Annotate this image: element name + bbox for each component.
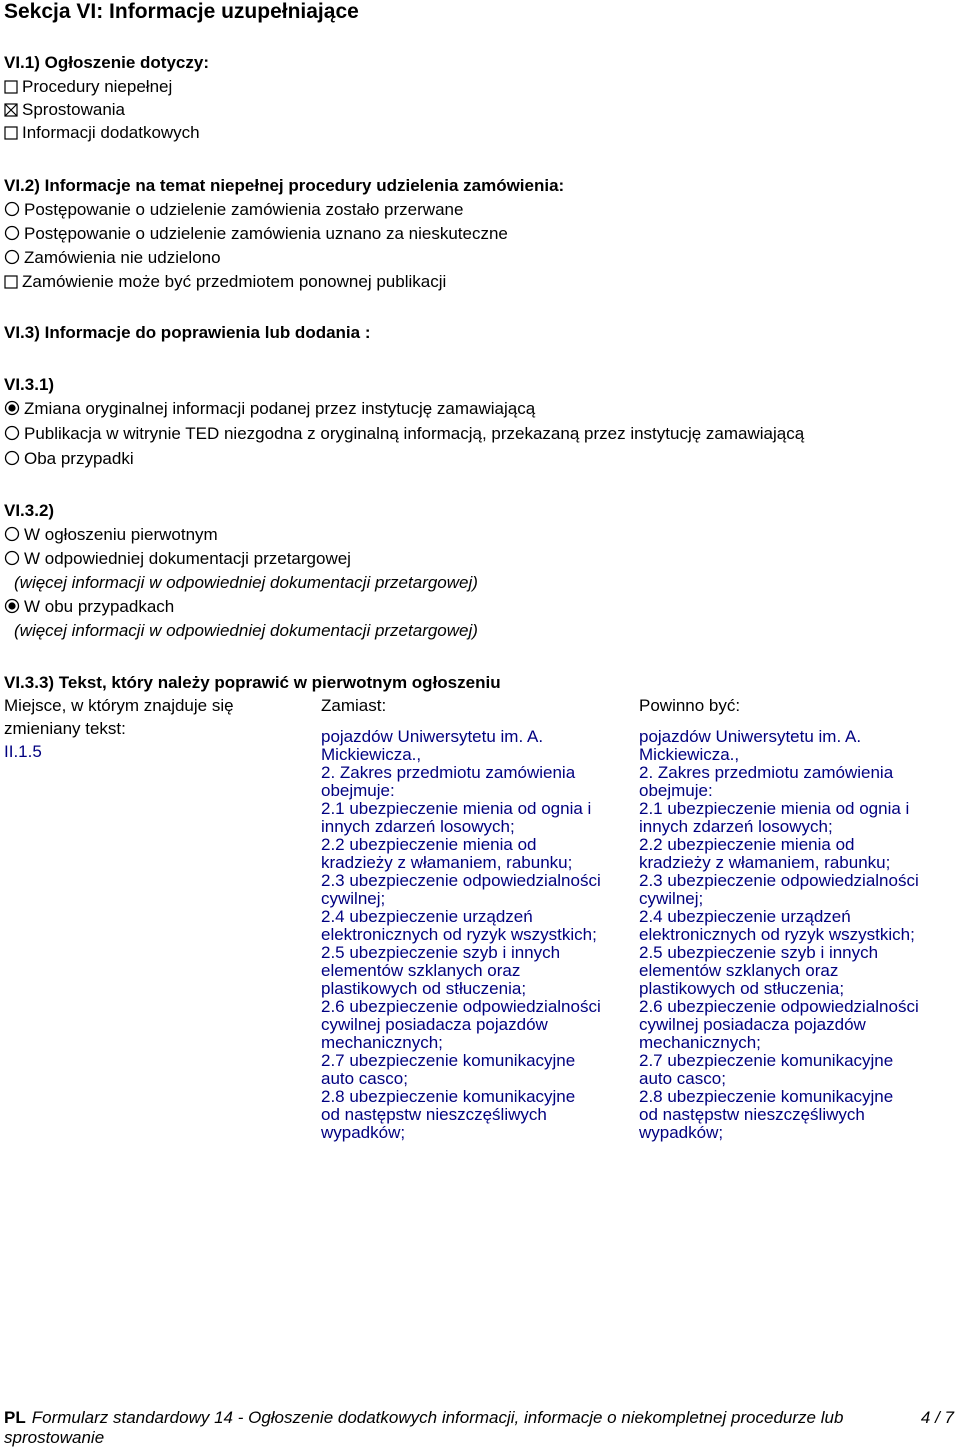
- footer-text: Formularz standardowy 14 - Ogłoszenie dodatkowych informacji, informacje o niekompletnej procedurze lub sprostowanie: [4, 1408, 844, 1447]
- vi32-heading: VI.3.2): [4, 501, 55, 520]
- text-line: 2.7 ubezpieczenie komunikacyjne: [639, 1051, 894, 1070]
- text-line: elektronicznych od ryzyk wszystkich;: [639, 925, 915, 944]
- text-line: 2.4 ubezpieczenie urządzeń: [321, 907, 533, 926]
- location-value: II.1.5: [4, 742, 42, 761]
- text-line: wypadków;: [639, 1123, 724, 1142]
- vi31-option-oba[interactable]: Oba przypadki: [4, 448, 134, 470]
- radio-icon: [4, 201, 20, 217]
- text-line: 2.5 ubezpieczenie szyb i innych: [321, 943, 561, 962]
- vi32-option-dokumentacja[interactable]: W odpowiedniej dokumentacji przetargowej: [4, 548, 351, 570]
- text-line: 2.8 ubezpieczenie komunikacyjne: [639, 1087, 894, 1106]
- radio-icon: [4, 425, 20, 441]
- text-line: pojazdów Uniwersytetu im. A.: [639, 727, 862, 746]
- text-line: 2.2 ubezpieczenie mienia od: [639, 835, 855, 854]
- should-be-text: [639, 728, 919, 1142]
- vi32-note-oba: (więcej informacji w odpowiedniej dokumentacji przetargowej): [14, 621, 478, 640]
- vi31-option-zmiana[interactable]: Zmiana oryginalnej informacji podanej przez instytucję zamawiającą: [4, 398, 535, 420]
- vi1-option-informacji[interactable]: Informacji dodatkowych: [4, 122, 200, 144]
- text-line: od następstw nieszczęśliwych: [639, 1105, 865, 1124]
- text-line: pojazdów Uniwersytetu im. A.: [321, 727, 544, 746]
- vi32-option-oba[interactable]: W obu przypadkach: [4, 596, 174, 618]
- vi31-option-publikacja-ted[interactable]: Publikacja w witrynie TED niezgodna z oryginalną informacją, przekazaną przez instytucję zamawiającą: [4, 423, 804, 445]
- text-line: 2.1 ubezpieczenie mienia od ognia i: [321, 799, 592, 818]
- radio-icon: [4, 225, 20, 241]
- vi2-heading: VI.2) Informacje na temat niepełnej procedury udzielenia zamówienia:: [4, 176, 565, 195]
- radio-icon: [4, 450, 20, 466]
- vi31-heading: VI.3.1): [4, 375, 55, 394]
- radio-selected-icon: [4, 598, 20, 614]
- text-line: 2.6 ubezpieczenie odpowiedzialności: [639, 997, 919, 1016]
- text-line: wypadków;: [321, 1123, 406, 1142]
- text-line: obejmuje:: [639, 781, 713, 800]
- checkbox-icon: [4, 80, 18, 94]
- text-line: kradzieży z włamaniem, rabunku;: [639, 853, 891, 872]
- text-line: mechanicznych;: [639, 1033, 761, 1052]
- text-line: elektronicznych od ryzyk wszystkich;: [321, 925, 597, 944]
- text-line: cywilnej;: [321, 889, 386, 908]
- radio-icon: [4, 249, 20, 265]
- location-label: Miejsce, w którym znajduje się zmieniany tekst:: [4, 696, 234, 738]
- checkbox-crossed-icon: [4, 103, 18, 117]
- text-line: 2.1 ubezpieczenie mienia od ognia i: [639, 799, 910, 818]
- text-line: 2. Zakres przedmiotu zamówienia: [321, 763, 576, 782]
- text-line: plastikowych od stłuczenia;: [321, 979, 527, 998]
- text-line: auto casco;: [321, 1069, 408, 1088]
- text-line: cywilnej;: [639, 889, 704, 908]
- text-line: innych zdarzeń losowych;: [321, 817, 515, 836]
- text-line: plastikowych od stłuczenia;: [639, 979, 845, 998]
- should-be-label: Powinno być:: [639, 696, 741, 715]
- checkbox-icon: [4, 275, 18, 289]
- vi3-heading: VI.3) Informacje do poprawienia lub dodania :: [4, 323, 371, 342]
- instead-label: Zamiast:: [321, 696, 387, 715]
- text-line: innych zdarzeń losowych;: [639, 817, 833, 836]
- text-line: mechanicznych;: [321, 1033, 443, 1052]
- instead-text: [321, 728, 601, 1142]
- text-line: Mickiewicza.,: [639, 745, 740, 764]
- text-line: 2.2 ubezpieczenie mienia od: [321, 835, 537, 854]
- vi2-option-nie-udzielono[interactable]: Zamówienia nie udzielono: [4, 247, 221, 269]
- footer: [4, 1408, 884, 1448]
- radio-selected-icon: [4, 400, 20, 416]
- page-number: 4 / 7: [920, 1408, 954, 1427]
- text-line: auto casco;: [639, 1069, 726, 1088]
- text-line: 2. Zakres przedmiotu zamówienia: [639, 763, 894, 782]
- text-line: kradzieży z włamaniem, rabunku;: [321, 853, 573, 872]
- section-title: Sekcja VI: Informacje uzupełniające: [4, 0, 359, 23]
- text-line: 2.7 ubezpieczenie komunikacyjne: [321, 1051, 576, 1070]
- radio-icon: [4, 526, 20, 542]
- text-line: cywilnej posiadacza pojazdów: [321, 1015, 548, 1034]
- vi32-option-ogloszenie-pierwotne[interactable]: W ogłoszeniu pierwotnym: [4, 524, 218, 546]
- text-line: 2.8 ubezpieczenie komunikacyjne: [321, 1087, 576, 1106]
- vi32-note-dokumentacja: (więcej informacji w odpowiedniej dokumentacji przetargowej): [14, 573, 478, 592]
- text-line: cywilnej posiadacza pojazdów: [639, 1015, 866, 1034]
- text-line: od następstw nieszczęśliwych: [321, 1105, 547, 1124]
- vi1-option-procedury[interactable]: Procedury niepełnej: [4, 76, 172, 98]
- text-line: 2.4 ubezpieczenie urządzeń: [639, 907, 851, 926]
- text-line: Mickiewicza.,: [321, 745, 422, 764]
- vi2-option-ponowna-publikacja[interactable]: Zamówienie może być przedmiotem ponownej publikacji: [4, 271, 446, 293]
- radio-icon: [4, 550, 20, 566]
- text-line: 2.5 ubezpieczenie szyb i innych: [639, 943, 879, 962]
- text-line: elementów szklanych oraz: [639, 961, 839, 980]
- text-line: 2.3 ubezpieczenie odpowiedzialności: [321, 871, 601, 890]
- vi2-option-przerwane[interactable]: Postępowanie o udzielenie zamówienia zostało przerwane: [4, 199, 463, 221]
- checkbox-icon: [4, 126, 18, 140]
- text-line: 2.3 ubezpieczenie odpowiedzialności: [639, 871, 919, 890]
- text-line: elementów szklanych oraz: [321, 961, 521, 980]
- vi1-heading: VI.1) Ogłoszenie dotyczy:: [4, 53, 209, 72]
- vi33-heading: VI.3.3) Tekst, który należy poprawić w pierwotnym ogłoszeniu: [4, 673, 501, 692]
- vi1-option-sprostowania[interactable]: Sprostowania: [4, 99, 125, 121]
- text-line: obejmuje:: [321, 781, 395, 800]
- text-line: 2.6 ubezpieczenie odpowiedzialności: [321, 997, 601, 1016]
- footer-lang: PL: [4, 1408, 26, 1427]
- vi2-option-nieskuteczne[interactable]: Postępowanie o udzielenie zamówienia uznano za nieskuteczne: [4, 223, 508, 245]
